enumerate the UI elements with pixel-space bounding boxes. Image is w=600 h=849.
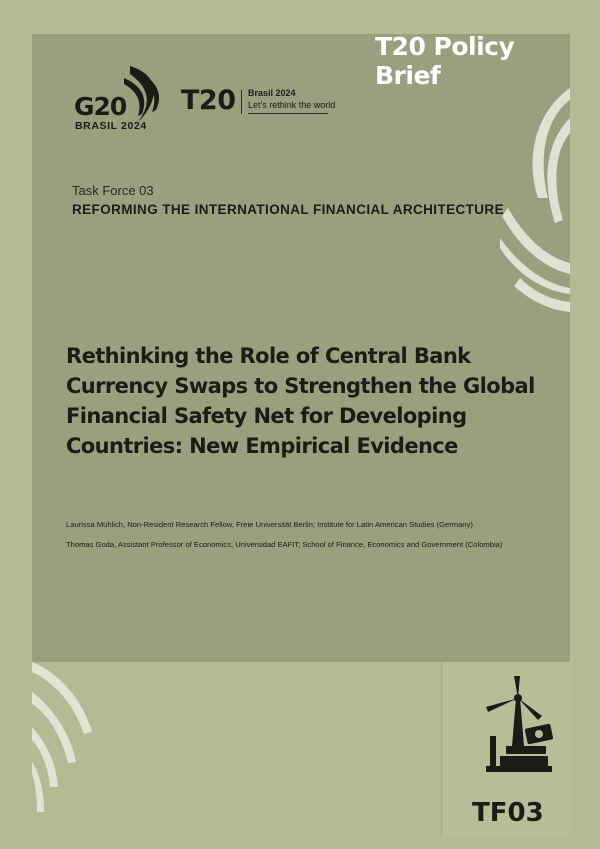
title-line: Rethinking the Role of Central Bank <box>66 344 471 368</box>
t20-logo-line2: Let's rethink the world <box>248 100 336 110</box>
g20-wave-icon <box>120 66 164 122</box>
task-force-title: REFORMING THE INTERNATIONAL FINANCIAL ARCHITECTURE <box>72 202 504 217</box>
g20-logo-text: G20 <box>74 92 127 121</box>
title-line: Financial Safety Net for Developing <box>66 404 467 428</box>
title-line: Countries: New Empirical Evidence <box>66 434 458 458</box>
decorative-stripes-icon <box>32 662 102 837</box>
t20-logo-divider <box>241 90 242 114</box>
t20-logo-underline <box>248 113 328 114</box>
title-line: Currency Swaps to Strengthen the Global <box>66 374 535 398</box>
t20-logo-line1: Brasil 2024 <box>248 88 296 98</box>
document-title <box>66 341 535 461</box>
decorative-stripes-icon <box>500 88 570 318</box>
author-line: Thomas Goda, Assistant Professor of Economics, Universidad EAFIT; School of Finance, Economics and Government (Colombia) <box>66 540 503 549</box>
author-line: Laurissa Mühlich, Non-Resident Research Fellow, Freie Universität Berlin; Institute for Latin American Studies (Germany) <box>66 520 473 529</box>
author-list <box>66 515 502 555</box>
t20-logo-text: T20 <box>181 85 236 116</box>
policy-brief-label: T20 Policy Brief <box>375 32 515 90</box>
g20-logo-subtitle: BRASIL 2024 <box>75 120 147 132</box>
task-force-label: Task Force 03 <box>72 183 154 198</box>
task-force-code: TF03 <box>472 798 544 828</box>
wind-turbine-money-icon <box>478 676 558 776</box>
